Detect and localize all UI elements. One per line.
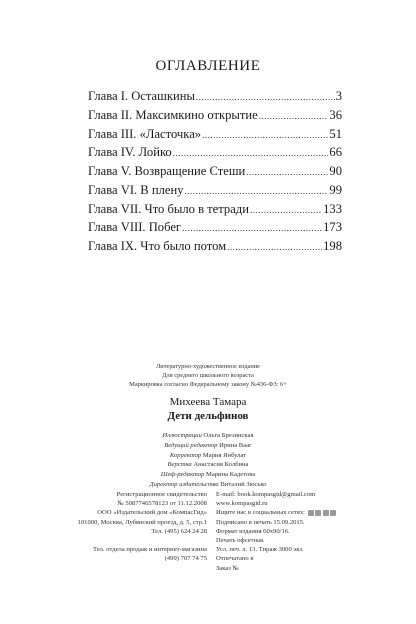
toc-entry-page: 133: [323, 201, 342, 216]
social-icons: [308, 510, 337, 516]
vk-icon: [315, 510, 321, 516]
credit-role: Ведущий редактор: [164, 441, 218, 449]
print-info: [216, 490, 376, 573]
toc-entry: [88, 202, 342, 221]
credit-person: Виталий Зюсько: [220, 480, 267, 488]
toc-leader-dots: [182, 223, 322, 233]
credit-line: [0, 441, 416, 451]
publisher-line: № 5087746578123 от 11.12.2008: [117, 500, 207, 508]
credit-role: Корректор: [169, 451, 202, 459]
table-of-contents: [88, 89, 342, 258]
facebook-icon: [308, 510, 314, 516]
toc-entry-page: 90: [329, 164, 342, 178]
toc-entry-page: 51: [329, 126, 342, 141]
credit-person: Мария Янбулат: [202, 451, 247, 459]
toc-entry-page: 99: [329, 182, 342, 197]
publisher-line: ООО «Издательский дом «КомпасГид»: [97, 509, 207, 517]
edition-info: [0, 362, 416, 389]
credit-line: [0, 480, 416, 490]
credit-person: Анастасия Колбина: [193, 461, 249, 469]
website-line: www.kompasgid.ru: [216, 500, 268, 508]
credit-role: Шеф-редактор: [160, 471, 205, 479]
toc-title: ОГЛАВЛЕНИЕ: [155, 58, 261, 74]
toc-entry-title: Глава VIII. Побег: [88, 220, 182, 235]
toc-entry-title: Глава IX. Что было потом: [88, 239, 227, 253]
toc-leader-dots: [227, 242, 322, 252]
credit-line: [0, 470, 416, 480]
credit-person: Марина Кадетова: [205, 471, 256, 479]
livejournal-icon: [330, 510, 336, 516]
credit-line: [0, 460, 416, 470]
credits-list: [0, 431, 416, 490]
toc-leader-dots: [202, 130, 328, 140]
toc-entry-title: Глава I. Осташкины: [88, 89, 195, 103]
toc-entry: [88, 239, 342, 258]
print-line: Отпечатано в: [216, 555, 254, 563]
credit-role: Верстка: [167, 461, 192, 469]
toc-entry-page: 36: [329, 107, 342, 122]
email-line: E-mail: book.kompasgid@gmail.com: [216, 491, 316, 498]
social-line: [216, 508, 376, 517]
toc-entry-title: Глава V. Возвращение Стеши: [88, 164, 246, 178]
toc-entry-title: Глава II. Максимкино открытие: [88, 107, 258, 122]
toc-leader-dots: [173, 148, 329, 158]
toc-entry: [88, 220, 342, 239]
toc-entry-page: 3: [335, 89, 342, 103]
print-line: Заказ №: [216, 564, 239, 572]
toc-leader-dots: [259, 111, 329, 121]
toc-leader-dots: [250, 205, 322, 215]
publisher-line: (499) 707 74 75: [164, 555, 207, 563]
print-line: Печать офсетная.: [216, 537, 265, 545]
toc-leader-dots: [185, 186, 329, 196]
toc-leader-dots: [246, 167, 328, 177]
toc-entry: [88, 145, 342, 164]
toc-entry: [88, 89, 342, 108]
toc-entry-title: Глава VII. Что было в тетради: [88, 201, 249, 216]
print-line: Усл. печ. л. 13. Тираж 3000 экз.: [216, 546, 304, 554]
toc-entry-page: 66: [329, 145, 342, 160]
publisher-line: Тел. (495) 624 24 28: [151, 527, 207, 535]
toc-entry-page: 198: [323, 239, 342, 253]
toc-entry: [88, 164, 342, 183]
genre-line: Литературно-художественное издание: [155, 363, 261, 370]
age-line: Для среднего школьного возраста: [162, 372, 254, 379]
toc-entry: [88, 108, 342, 127]
publisher-line: Тел. отдела продаж и интернет-магазина: [92, 546, 207, 554]
credit-role: Директор издательства: [149, 480, 219, 488]
toc-entry: [88, 127, 342, 146]
toc-entry-title: Глава III. «Ласточка»: [88, 126, 202, 141]
publisher-info: [60, 490, 207, 564]
instagram-icon: [323, 510, 329, 516]
toc-entry-title: Глава IV. Лойко: [88, 145, 172, 160]
publisher-line: 101000, Москва, Лубянский проезд, д. 5, стр.1: [77, 518, 207, 526]
credit-line: [0, 431, 416, 441]
print-line: Формат издания 60x90/16.: [216, 527, 290, 535]
toc-entry: [88, 183, 342, 202]
toc-leader-dots: [196, 92, 335, 102]
print-line: Подписано в печать 15.09.2015.: [216, 518, 305, 526]
marking-line: Маркировка согласно Федеральному закону №436-ФЗ: 6+: [129, 381, 287, 388]
toc-entry-title: Глава VI. В плену: [88, 182, 184, 197]
credit-role: Иллюстрации: [162, 432, 202, 439]
spacer: [60, 536, 207, 545]
toc-entry-page: 173: [323, 220, 342, 235]
author-name: Михеева Тамара: [169, 396, 247, 408]
publisher-line: Регистрационное свидетельство: [116, 491, 207, 498]
credit-person: Ольга Брезинская: [203, 432, 254, 439]
credit-line: [0, 451, 416, 461]
credit-person: Ирина Вааг: [219, 441, 252, 449]
book-title: Дети дельфинов: [167, 410, 249, 422]
social-label: Ищите нас в социальных сетях:: [216, 509, 305, 517]
